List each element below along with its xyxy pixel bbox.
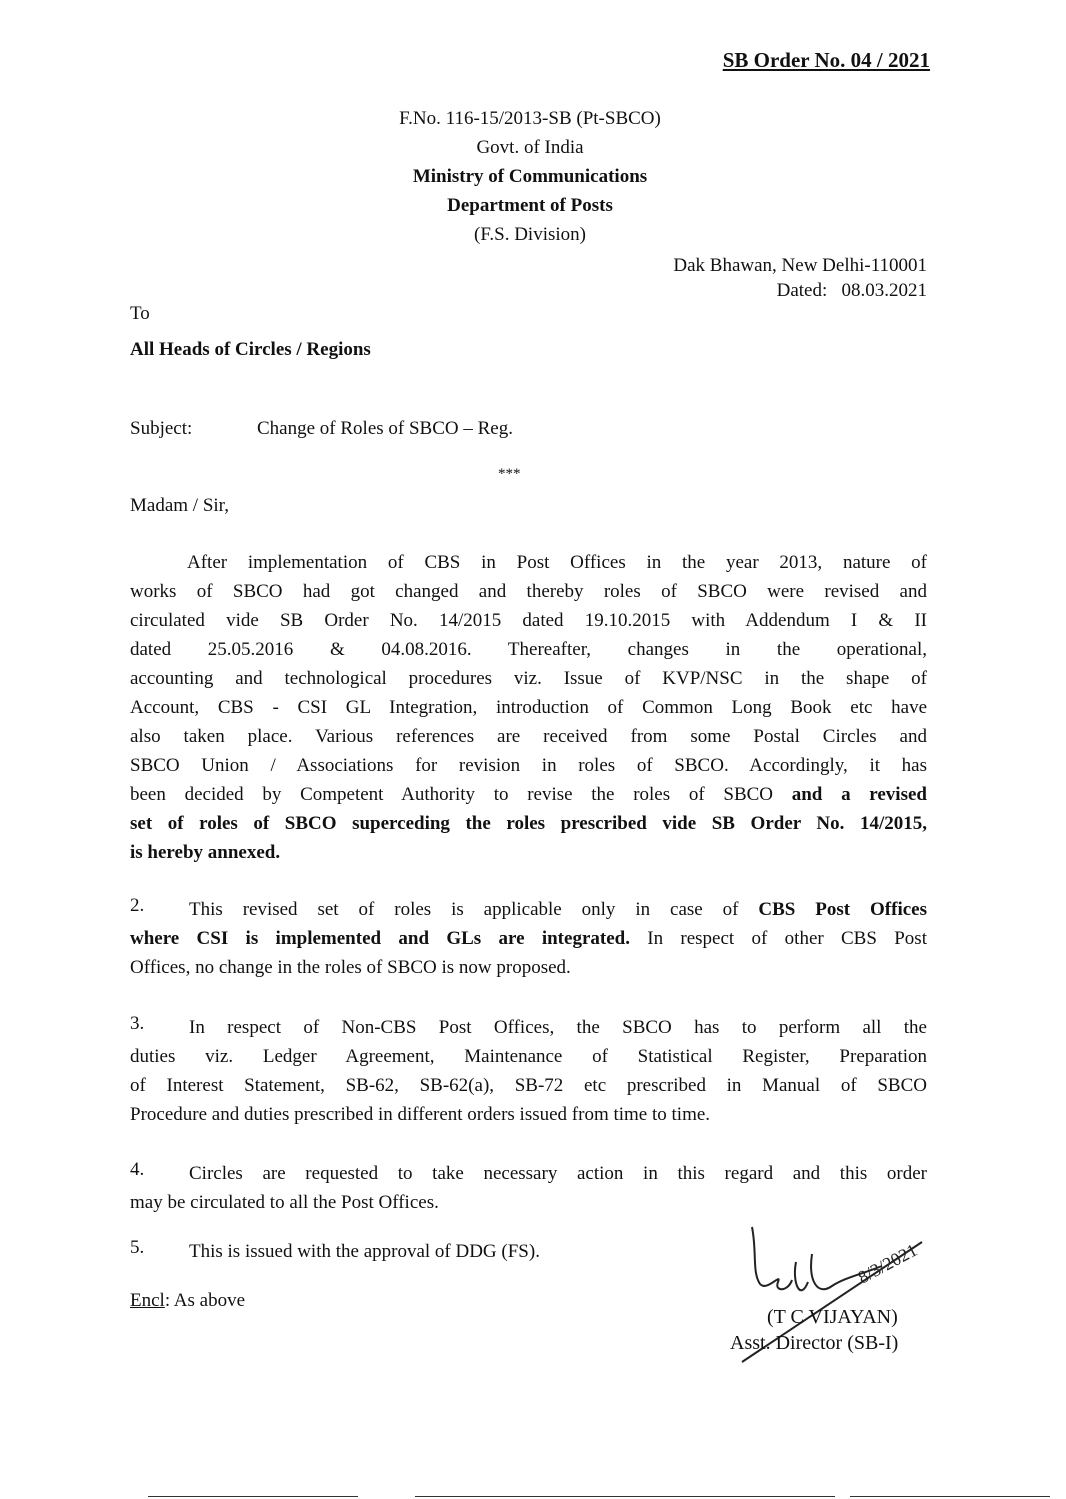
- text-segment: CBS Post Offices: [758, 899, 927, 920]
- text-segment: where CSI is implemented and GLs are integrated.: [130, 928, 630, 949]
- paragraph-line: [189, 1159, 927, 1188]
- paragraph-line: [130, 780, 927, 809]
- text-segment: works of SBCO had got changed and thereby roles of SBCO were revised and: [130, 581, 927, 602]
- subject-label: Subject:: [130, 418, 193, 439]
- paragraph-line: [130, 722, 927, 751]
- text-segment: been decided by Competent Authority to revise the roles of SBCO: [130, 784, 792, 805]
- paragraph-line: [130, 1042, 927, 1071]
- text-segment: circulated vide SB Order No. 14/2015 dated 19.10.2015 with Addendum I & II: [130, 610, 927, 631]
- file-number: F.No. 116-15/2013-SB (Pt-SBCO): [399, 108, 661, 129]
- text-segment: This revised set of roles is applicable only in case of: [189, 899, 759, 920]
- text-segment: In respect of other CBS Post: [629, 928, 927, 949]
- enclosure-label: Encl: [130, 1290, 165, 1311]
- paragraph-line: [130, 838, 927, 867]
- paragraph-line: [130, 1100, 927, 1129]
- enclosure: [130, 1290, 245, 1312]
- subject-text: Change of Roles of SBCO – Reg.: [257, 418, 513, 439]
- text-segment: may be circulated to all the Post Offices.: [130, 1192, 439, 1213]
- dated-value: 08.03.2021: [841, 280, 927, 301]
- svg-text:8/3/2021: 8/3/2021: [854, 1239, 921, 1288]
- paragraph-number: 4.: [130, 1159, 145, 1180]
- paragraph-line: [130, 664, 927, 693]
- signatory-name: (T C VIJAYAN): [767, 1306, 898, 1328]
- to-label: To: [130, 303, 150, 324]
- text-segment: Offices, no change in the roles of SBCO is now proposed.: [130, 957, 571, 978]
- paragraph-line: [130, 577, 927, 606]
- footer-rule: [415, 1496, 835, 1497]
- paragraph-line: [130, 1188, 927, 1217]
- letter-header: [280, 104, 780, 249]
- text-segment: set of roles of SBCO superceding the roles prescribed vide SB Order No. 14/2015,: [130, 813, 927, 834]
- department-line: Department of Posts: [447, 195, 613, 216]
- paragraph-line: [130, 606, 927, 635]
- text-segment: After implementation of CBS in Post Offices in the year 2013, nature of: [187, 552, 927, 573]
- text-segment: This is issued with the approval of DDG (FS).: [189, 1241, 540, 1262]
- paragraph-line: [130, 953, 927, 982]
- order-number: SB Order No. 04 / 2021: [722, 48, 930, 72]
- paragraph-number: 3.: [130, 1013, 145, 1034]
- paragraph-line: [189, 1013, 927, 1042]
- footer-rule: [850, 1496, 1050, 1497]
- text-segment: SBCO Union / Associations for revision in roles of SBCO. Accordingly, it has: [130, 755, 927, 776]
- salutation: Madam / Sir,: [130, 495, 229, 516]
- paragraph-line: [130, 809, 927, 838]
- text-segment: and a revised: [791, 784, 927, 805]
- paragraph-line: [130, 1071, 927, 1100]
- text-segment: duties viz. Ledger Agreement, Maintenance of Statistical Register, Preparation: [130, 1046, 927, 1067]
- separator: ***: [498, 466, 521, 482]
- text-segment: is hereby annexed.: [130, 842, 281, 863]
- address: Dak Bhawan, New Delhi-110001: [673, 255, 927, 276]
- text-segment: Circles are requested to take necessary action in this regard and this order: [189, 1163, 927, 1184]
- paragraph-line: [130, 751, 927, 780]
- paragraph-number: 5.: [130, 1237, 145, 1258]
- paragraph-number: 2.: [130, 895, 145, 916]
- signatory-designation: Asst. Director (SB-I): [730, 1332, 899, 1354]
- recipient: All Heads of Circles / Regions: [130, 339, 371, 360]
- enclosure-text: : As above: [164, 1290, 246, 1311]
- text-segment: dated 25.05.2016 & 04.08.2016. Thereafter, changes in the operational,: [130, 639, 927, 660]
- text-segment: of Interest Statement, SB-62, SB-62(a), SB-72 etc prescribed in Manual of SBCO: [130, 1075, 927, 1096]
- paragraph-line: [130, 924, 927, 953]
- date-line: [777, 280, 927, 302]
- text-segment: accounting and technological procedures viz. Issue of KVP/NSC in the shape of: [130, 668, 927, 689]
- paragraph-line: [187, 548, 927, 577]
- text-segment: In respect of Non-CBS Post Offices, the SBCO has to perform all the: [189, 1017, 927, 1038]
- division-line: (F.S. Division): [474, 224, 586, 245]
- ministry-line: Ministry of Communications: [412, 166, 648, 187]
- text-segment: also taken place. Various references are received from some Postal Circles and: [130, 726, 927, 747]
- paragraph-line: [130, 693, 927, 722]
- paragraph-line: [130, 635, 927, 664]
- text-segment: Procedure and duties prescribed in different orders issued from time to time.: [130, 1104, 711, 1125]
- text-segment: Account, CBS - CSI GL Integration, introduction of Common Long Book etc have: [130, 697, 927, 718]
- paragraph-line: [189, 895, 927, 924]
- dated-label: Dated:: [776, 280, 828, 301]
- govt-line: Govt. of India: [476, 137, 584, 158]
- footer-rule: [148, 1496, 358, 1497]
